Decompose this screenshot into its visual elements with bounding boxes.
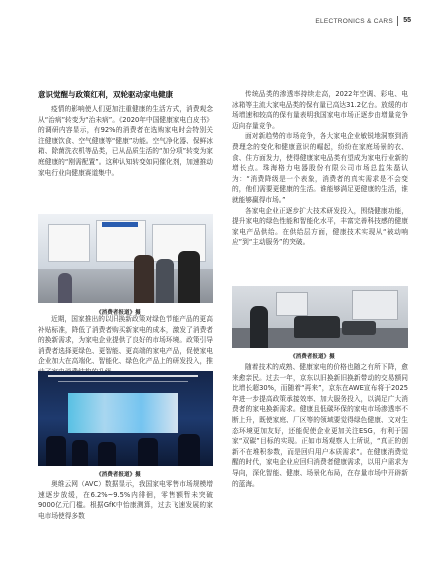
page-number: 55 xyxy=(403,17,411,24)
paragraph: 传统品类的渗透率持续走高，2022年空调、彩电、电冰箱等主流大家电品类的保有量已高达31.2亿台。放缓的市场增速和较高的保有量表明我国家电市场正逐步由增量竞争迈向存量竞争。 xyxy=(232,90,408,130)
header-divider xyxy=(397,16,398,26)
paragraph: 近期，国家推出的以旧换新政策对绿色节能产品的更高补贴标准，降低了消费者购买新家电的成本，激发了消费者的换新需求，为家电企业提供了良好的市场环境。政策引导消费者选择更绿色、更智能、更高端的家电产品，促使家电企业加大在高端化、智能化、绿色化产品上的研发投入，推 xyxy=(38,315,213,366)
section-label: ELECTRONICS & CARS xyxy=(315,18,393,25)
photo-caption: 《消费者报道》摄 xyxy=(96,310,141,316)
exhibit-photo xyxy=(38,371,213,466)
paragraph: 随着技术的成熟、健康家电的价格也随之有所下降，愈来愈亲民。过去一年，京东以旧换新旧换新带动的交易额同比增长超30%，而随着“再来”，京东在AWE宣布将于2025年进一步提高政策承接效率、加大服务投入，以满足广大消费者的家电换新需求。健康且低碳环保的家电市场渗透率不断上升，既使家庭、厂区等的领域要觉得绿色健康、文对生态环境更加友好，还能促使企业更加关注ESG，有利于国家“双碳”目标的实现。正如市场观察人士所说，“真正的创新不在堆积参数，而是回归用户本质需求”。在健康消费觉醒的时代，家电企业应回归消费者健康需求，以用户需求为导向，深化智能、健康、场景化布局，在存量市场中开辟新的蓝海。 xyxy=(232,363,408,488)
store-photo xyxy=(38,214,213,303)
paragraph: 疫情的影响使人们更加注重健康的生活方式，消费观念从“治病”转变为“治未病”。《2020年中国健康家电白皮书》的调研内容显示，有92%的消费者在选购家电时会特别关注健康饮食、空气健康等“健康”功能。空气净化器、保鲜冰箱、除菌洗衣机等品类，已从品质生活的“加分项”转变为家庭健康的“刚需配置”。这种认知转变如同催化剂，加速推动家电行业向健康赛道集中。 xyxy=(38,105,213,177)
left-column-top xyxy=(38,104,213,178)
paragraph: 面对新趋势的市场竞争，各大家电企业敏锐地洞察到消费理念的变化和健康意识的崛起，纷纷在家庭场景的衣、食、住方面发力，使得健康家电品类有望成为家电行业新的增长点。珠海格力电器股份有限公司市场总监朱磊认为：“消费降级是一个表象，消费者的真实需求是不会变的，他们需要更健康的生活。谁能够满足更健康的生活，谁就能够赢得市场。” xyxy=(232,132,408,204)
left-column-middle xyxy=(38,314,213,378)
paragraph: 奥维云网（AVC）数据显示，我国家电零售市场规模增速逐步放缓，在6.2%~9.5%内徘徊，零售额暂未突破9000亿元门槛。根据GfK中怡康测算，过去飞速发展的家电市场使得多数 xyxy=(38,480,213,520)
paragraph: 各家电企业正逐步扩大技术研发投入，围绕健康功能，提升家电的绿色性能和智能化水平，丰富完善科技感的健康家电产品供给。在供给层方面，健康技术实现从“被动响应”到“主动服务”的突破。 xyxy=(232,206,408,247)
right-column-bottom xyxy=(232,362,408,489)
page-header xyxy=(0,0,427,30)
photo-caption: 《消费者报道》摄 xyxy=(96,472,141,478)
appliance-photo xyxy=(232,286,408,348)
left-column-bottom xyxy=(38,479,213,521)
photo-caption: 《消费者报道》摄 xyxy=(290,354,335,360)
right-column-top xyxy=(232,89,408,248)
section-title: 意识觉醒与政策红利，双轮驱动家电健康 xyxy=(38,90,173,99)
